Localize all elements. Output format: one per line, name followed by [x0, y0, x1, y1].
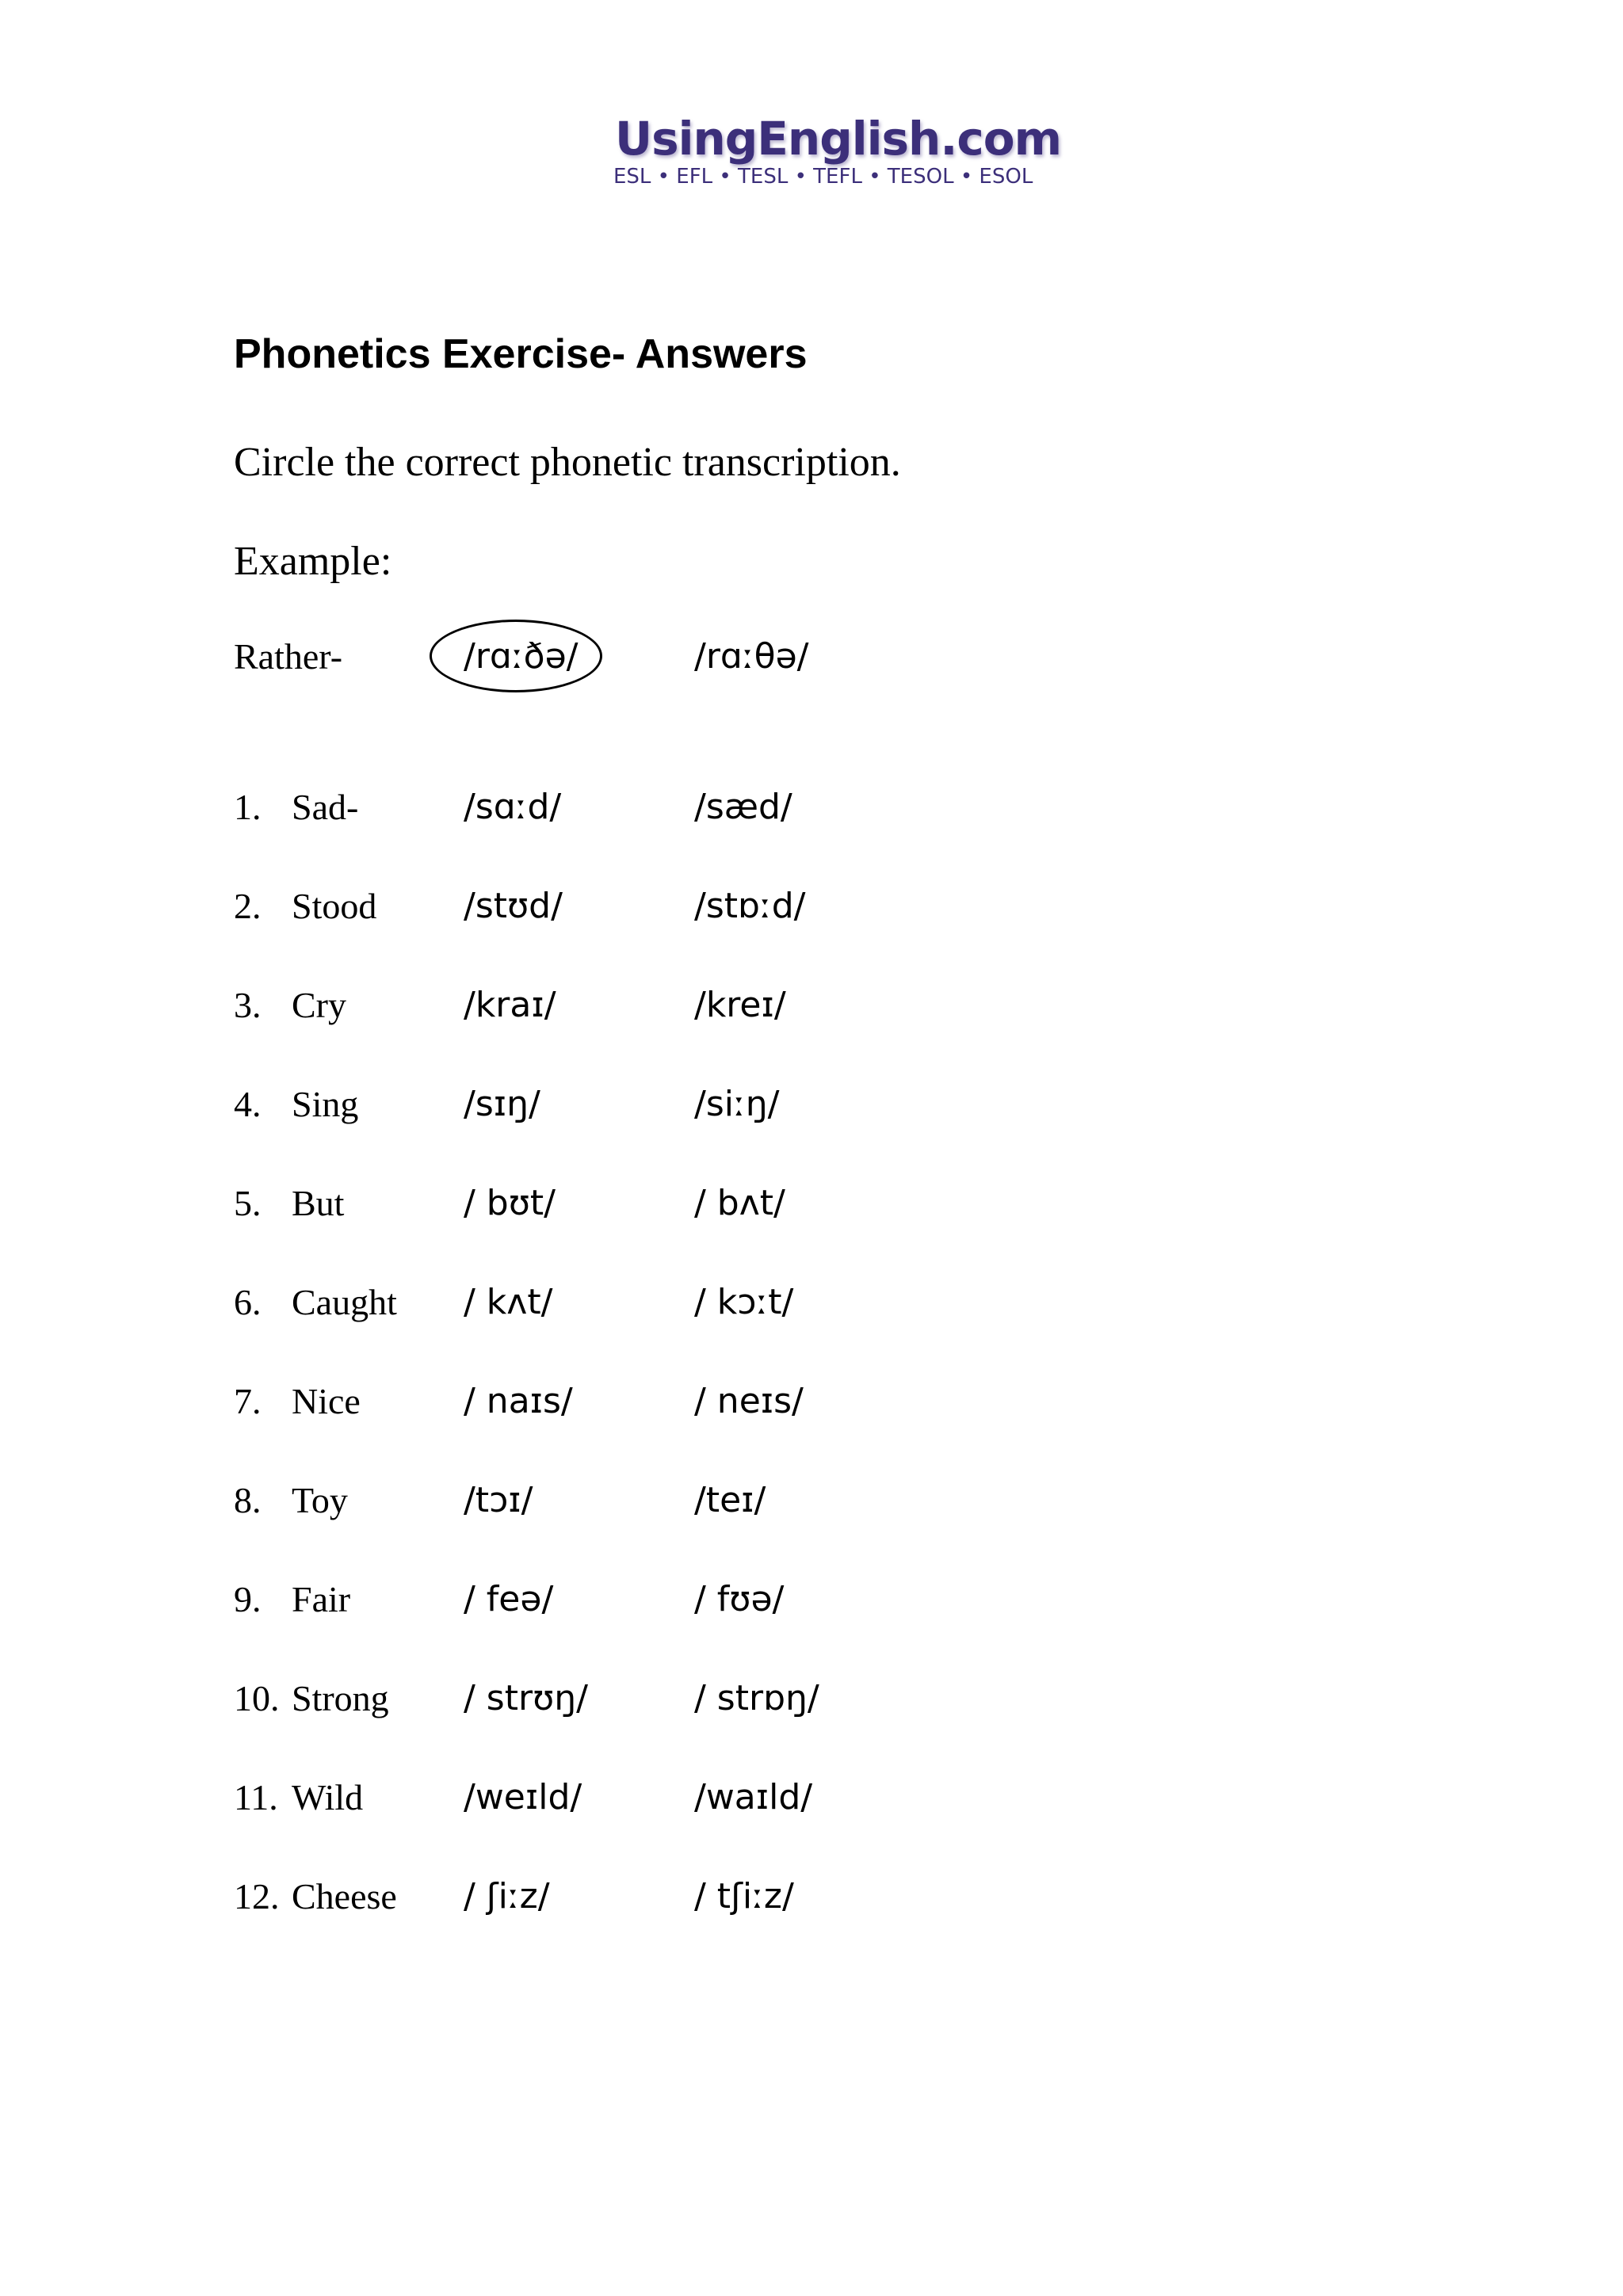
- item-option-a: /weɪld/: [464, 1777, 582, 1817]
- item-option-a: / strʊŋ/: [464, 1678, 588, 1718]
- item-option-a: /stʊd/: [464, 886, 563, 926]
- instruction-text: Circle the correct phonetic transcription.: [234, 440, 901, 485]
- exercise-row: [0, 782, 1623, 833]
- item-option-b: /waɪld/: [694, 1777, 813, 1817]
- exercise-row: [0, 1871, 1623, 1922]
- site-logo: [602, 111, 1062, 198]
- item-word: Toy: [292, 1480, 348, 1520]
- item-number: 9.: [234, 1579, 262, 1619]
- item-option-b: /stɒːd/: [694, 886, 806, 926]
- item-word: Strong: [292, 1678, 389, 1718]
- item-option-b: /teɪ/: [694, 1480, 766, 1520]
- item-option-a: / feə/: [464, 1579, 554, 1619]
- exercise-row: [0, 1772, 1623, 1823]
- item-word: Cry: [292, 985, 346, 1025]
- item-word: Sad-: [292, 787, 359, 827]
- item-number: 10.: [234, 1678, 280, 1718]
- exercise-row: [0, 1376, 1623, 1427]
- example-option-b: /rɑːθə/: [694, 636, 809, 677]
- example-word: Rather-: [234, 636, 343, 677]
- item-number: 4.: [234, 1084, 262, 1124]
- item-word: Sing: [292, 1084, 359, 1124]
- item-option-a: /sɑːd/: [464, 787, 562, 827]
- item-number: 3.: [234, 985, 262, 1025]
- item-option-b: / kɔːt/: [694, 1282, 794, 1322]
- example-label: Example:: [234, 539, 392, 584]
- item-number: 2.: [234, 886, 262, 926]
- logo-tagline: ESL • EFL • TESL • TEFL • TESOL • ESOL: [613, 165, 1033, 189]
- item-word: Caught: [292, 1282, 397, 1322]
- item-number: 12.: [234, 1876, 280, 1917]
- exercise-row: [0, 1277, 1623, 1328]
- item-word: Wild: [292, 1777, 364, 1817]
- item-option-b: / neɪs/: [694, 1381, 804, 1421]
- item-option-a: /kraɪ/: [464, 985, 556, 1025]
- example-row: [0, 631, 1623, 682]
- item-number: 7.: [234, 1381, 262, 1421]
- item-option-b: / tʃiːz/: [694, 1876, 794, 1917]
- exercise-row: [0, 1178, 1623, 1229]
- exercise-row: [0, 1475, 1623, 1526]
- item-number: 6.: [234, 1282, 262, 1322]
- answer-circle: [430, 620, 602, 692]
- item-option-b: / bʌt/: [694, 1183, 785, 1223]
- item-option-a: /sɪŋ/: [464, 1084, 540, 1124]
- item-number: 8.: [234, 1480, 262, 1520]
- item-option-a: / bʊt/: [464, 1183, 556, 1223]
- exercise-row: [0, 1079, 1623, 1130]
- item-option-b: /sæd/: [694, 787, 792, 827]
- item-option-b: / fʊə/: [694, 1579, 785, 1619]
- item-word: Stood: [292, 886, 377, 926]
- logo-name: UsingEnglish.com: [615, 112, 1062, 166]
- exercise-row: [0, 881, 1623, 932]
- item-word: Nice: [292, 1381, 361, 1421]
- item-word: Cheese: [292, 1876, 397, 1917]
- item-option-b: / strɒŋ/: [694, 1678, 819, 1718]
- item-option-b: /kreɪ/: [694, 985, 786, 1025]
- exercise-row: [0, 1673, 1623, 1724]
- item-option-b: /siːŋ/: [694, 1084, 780, 1124]
- item-option-a: / kʌt/: [464, 1282, 553, 1322]
- item-word: Fair: [292, 1579, 351, 1619]
- item-option-a: / ʃiːz/: [464, 1876, 550, 1917]
- exercise-row: [0, 980, 1623, 1031]
- item-number: 5.: [234, 1183, 262, 1223]
- exercise-row: [0, 1574, 1623, 1625]
- item-number: 11.: [234, 1777, 278, 1817]
- item-number: 1.: [234, 787, 262, 827]
- item-word: But: [292, 1183, 345, 1223]
- item-option-a: / naɪs/: [464, 1381, 573, 1421]
- page-title: Phonetics Exercise- Answers: [234, 331, 808, 377]
- item-option-a: /tɔɪ/: [464, 1480, 533, 1520]
- example-option-a: /rɑːðə/: [464, 636, 579, 677]
